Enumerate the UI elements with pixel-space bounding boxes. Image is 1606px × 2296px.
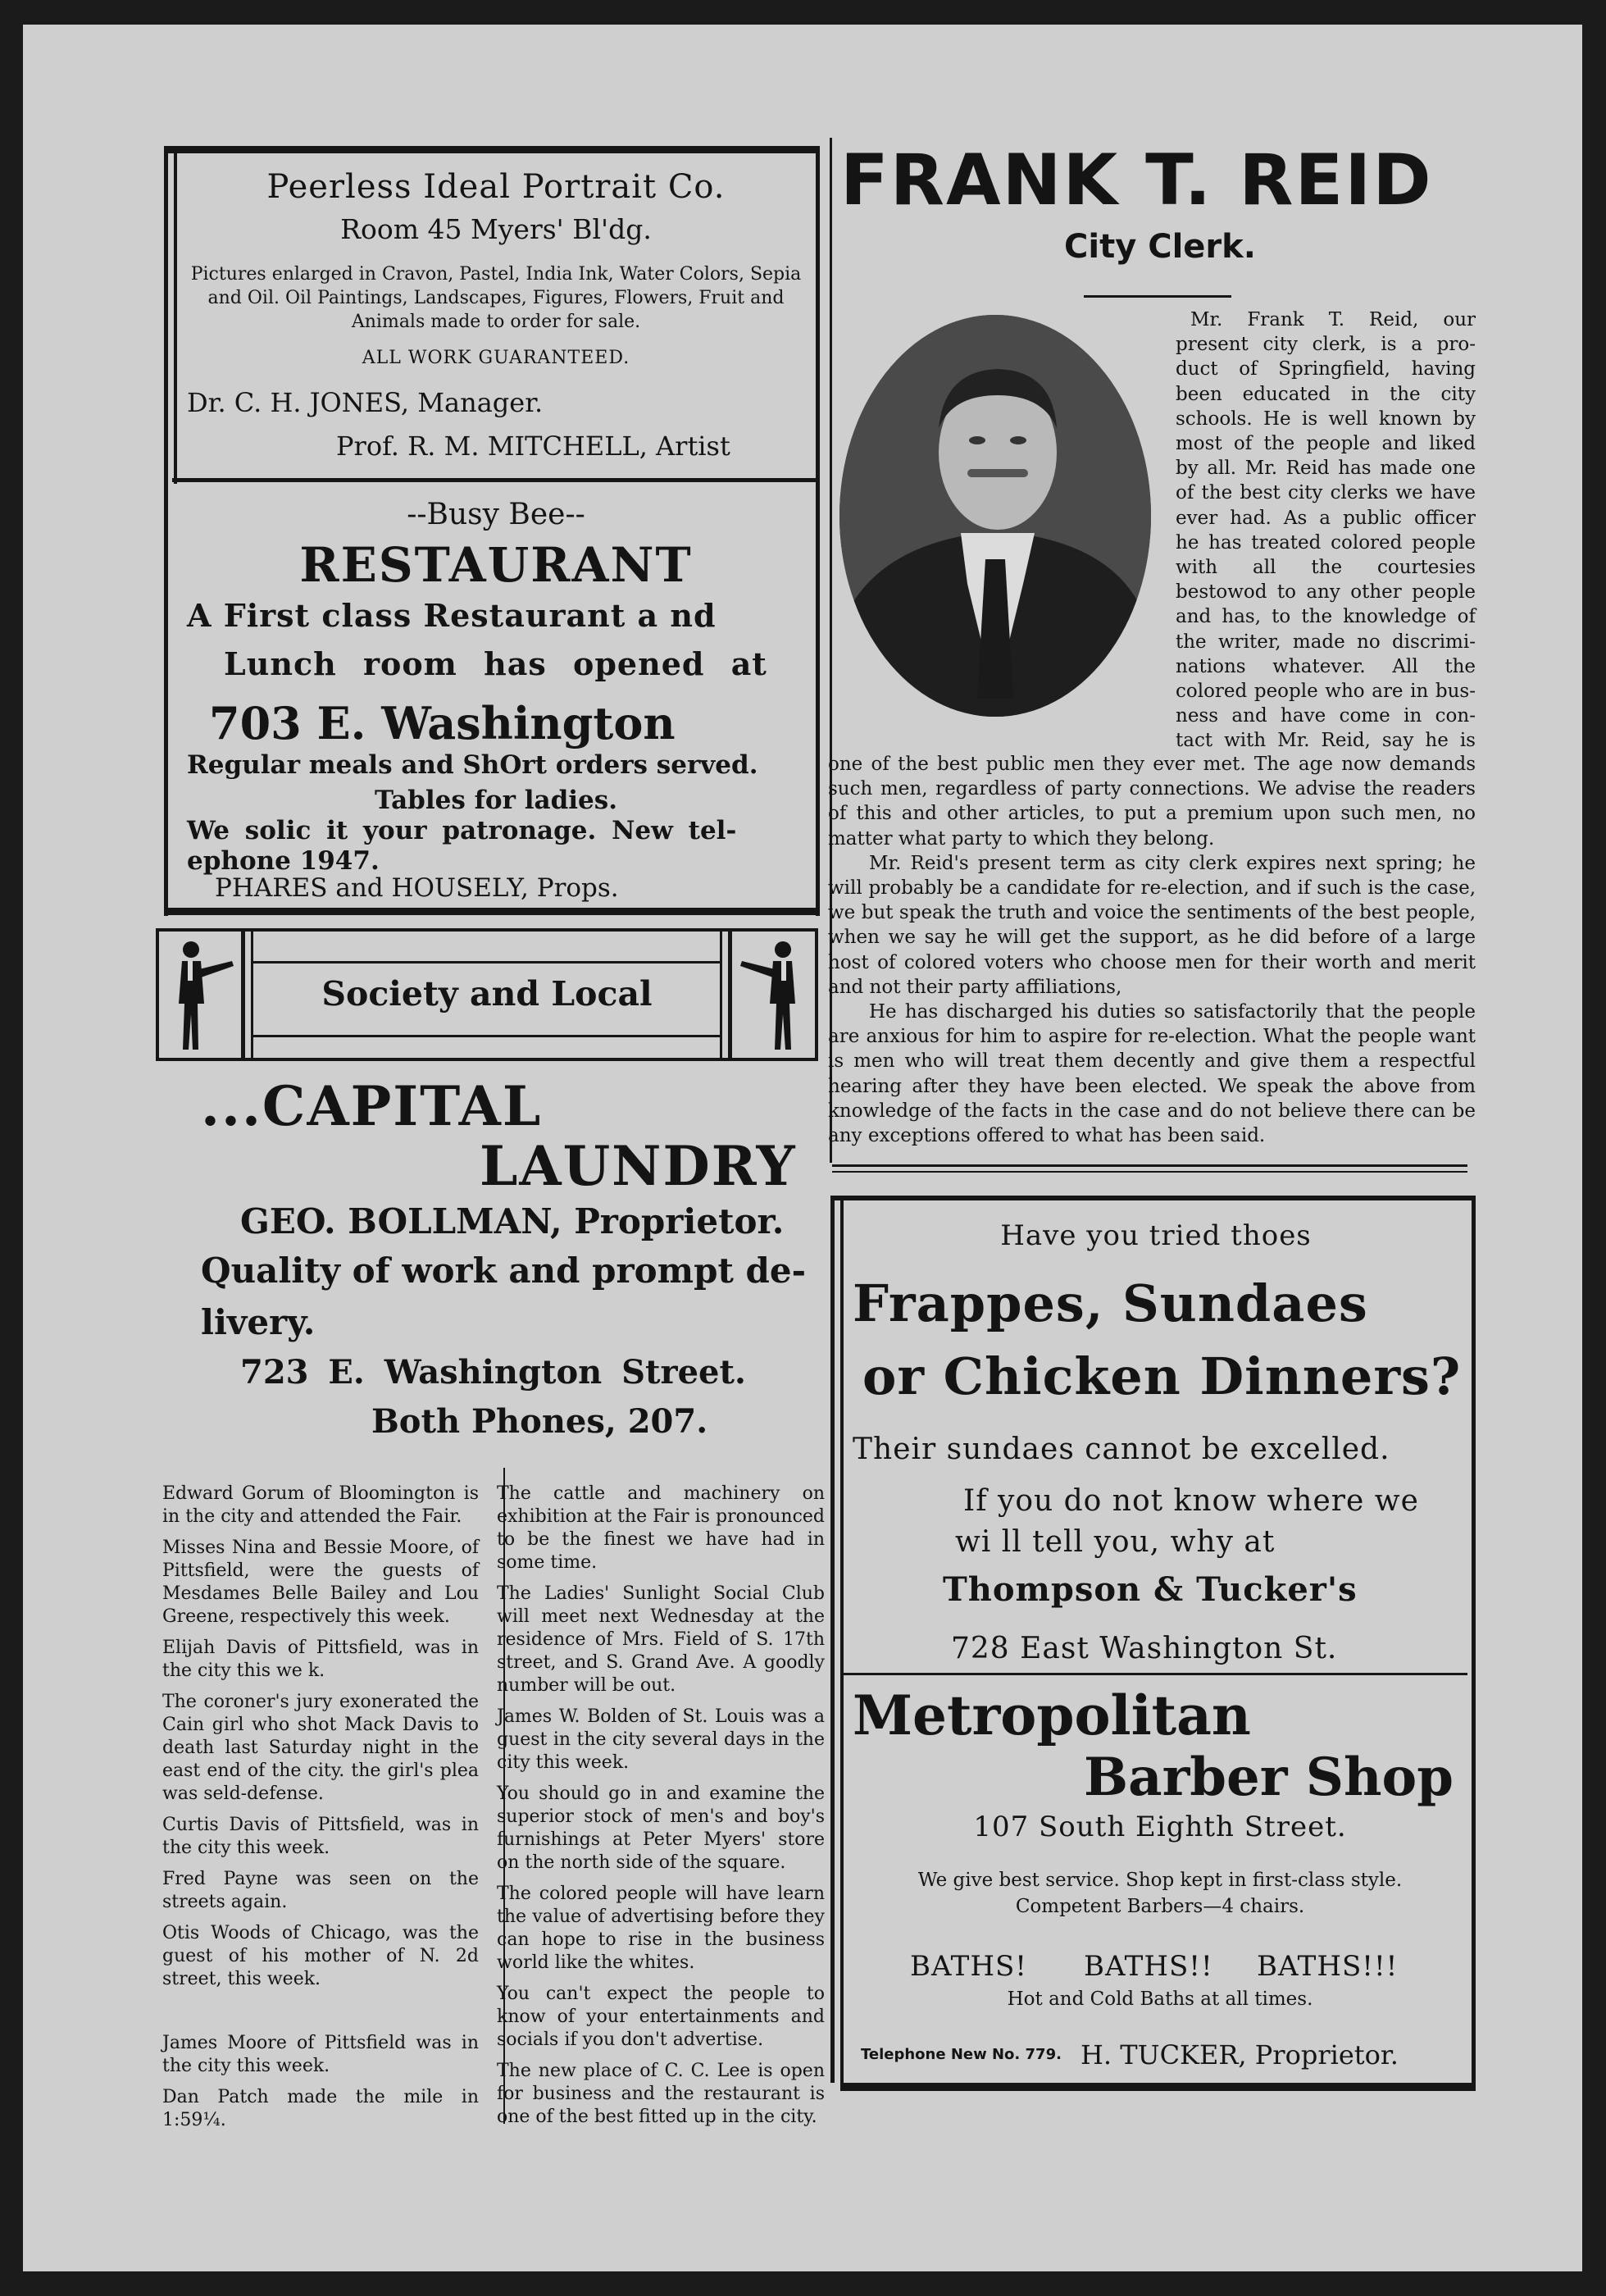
laundry-phones: Both Phones, 207. [371, 1402, 708, 1441]
busybee-title: RESTAURANT [299, 537, 693, 593]
busybee-line3: Regular meals and ShOrt orders served. [187, 750, 758, 780]
reid-side-text: Mr. Frank T. Reid, our present city clerk, is a pro- duct of Springfield, having been educated in the city schools. He is well known by most of the people and liked by all. Mr. Reid has made one of the best city clerks we have ever had. As a public officer he has treated colored people with all the courtesies bestowod to any other people and has, to the knowledge of the writer, made no discrimi- nations whatever. All the colored people who are in bus- ness and have come in con- tact with Mr. Reid, say he is [1176, 309, 1476, 752]
frappes-address: 728 East Washington St. [951, 1632, 1338, 1665]
local-item: Edward Gorum of Bloomington is in the city and attended the Fair. [162, 1483, 479, 1527]
frappes-line6: wi ll tell you, why at [955, 1525, 1276, 1559]
barber-baths-2: BATHS!! [1084, 1950, 1213, 1983]
frappes-line4: Their sundaes cannot be excelled. [853, 1433, 1390, 1466]
busybee-tag: --Busy Bee-- [407, 498, 585, 531]
local-item: Misses Nina and Bessie Moore, of Pittsfield, were the guests of Mesdames Belle Bailey and Lou Greene, respectively this week. [162, 1538, 479, 1627]
frappes-line1: Have you tried thoes [1000, 1219, 1312, 1252]
barber-line1: Metropolitan [853, 1683, 1251, 1747]
local-item: The Ladies' Sunlight Social Club will meet next Wednesday at the residence of Mrs. Field of S. 17th street, and S. Grand Ave. A goodly number will be out. [497, 1583, 825, 1696]
busybee-line2: Lunch room has opened at [224, 645, 767, 682]
laundry-name: LAUNDRY [480, 1134, 797, 1198]
barber-baths-3: BATHS!!! [1257, 1950, 1399, 1983]
box-divider-rule [172, 478, 817, 482]
laundry-quality-1: Quality of work and prompt de- [201, 1250, 806, 1291]
box-top-rule [164, 146, 820, 153]
local-item: The coroner's jury exonerated the Cain girl who shot Mack Davis to death last Saturday night in the east end of the city. the girl's plea was seld-defense. [162, 1692, 479, 1804]
reid-article-body: one of the best public men they ever met. The age now demands such men, regardless of party connections. We advise the readers of this and other articles, to put a premium upon such men, no matter what party to which they belong. Mr. Reid's present term as city clerk expires next spring; he will probably be a candidate for re-election, and if such is the case, we but speak the truth and voice the sentiments of the best people, when we say he will get the support, as he did before of a large host of colored voters who choose men for their worth and merit and not their party affiliations, He has discharged his duties so satisfactorily that the people are anxious for him to aspire for re-election. What the people want is men who will treat them decently and give them a respectful hearing after they have been elected. We speak the above from knowledge of the facts in the case and do not believe there can be any exceptions offered to what has been said. [828, 754, 1476, 1147]
barber-proprietor: H. TUCKER, Proprietor. [1081, 2039, 1399, 2070]
busybee-line6: ephone 1947. [187, 846, 380, 876]
society-title: Society and Local [321, 974, 653, 1014]
local-item: The cattle and machinery on exhibition at the Fair is pronounced to be the finest we have had in some time. [497, 1483, 825, 1573]
laundry-address: 723 E. Washington Street. [240, 1353, 746, 1392]
local-items-right [497, 1483, 825, 2137]
local-item: Elijah Davis of Pittsfield, was in the city this we k. [162, 1638, 479, 1681]
frappes-line3: or Chicken Dinners? [862, 1346, 1462, 1406]
busybee-line5: We solic it your patronage. New tel- [187, 816, 737, 845]
busybee-line4: Tables for ladies. [374, 786, 618, 815]
reid-subhead: City Clerk. [1064, 228, 1256, 266]
busybee-line1: A First class Restaurant a nd [187, 597, 717, 634]
barber-address: 107 South Eighth Street. [973, 1811, 1347, 1843]
reid-headline: FRANK T. REID [840, 139, 1433, 221]
frappes-line2: Frappes, Sundaes [853, 1273, 1368, 1333]
busybee-props: PHARES and HOUSELY, Props. [215, 873, 619, 903]
local-item: The colored people will have learn the value of advertising before they can hope to rise in the business world like the whites. [497, 1884, 825, 1973]
peerless-room: Room 45 Myers' Bl'dg. [340, 213, 652, 245]
local-item: James Moore of Pittsfield was in the city this week. [162, 2033, 479, 2076]
box-bottom-rule [164, 908, 820, 915]
gentleman-right-icon [736, 936, 806, 1055]
peerless-artist: Prof. R. M. MITCHELL, Artist [336, 430, 730, 462]
frappes-name: Thompson & Tucker's [943, 1570, 1358, 1609]
barber-barbers: Competent Barbers—4 chairs. [1015, 1896, 1305, 1917]
barber-line2: Barber Shop [1084, 1747, 1454, 1808]
local-item: Curtis Davis of Pittsfield, was in the city this week. [162, 1815, 479, 1858]
laundry-proprietor: GEO. BOLLMAN, Proprietor. [240, 1201, 785, 1241]
local-item: Fred Payne was seen on the streets again. [162, 1869, 479, 1912]
barber-phone: Telephone New No. 779. [861, 2046, 1062, 2063]
barber-service: We give best service. Shop kept in first-class style. [917, 1870, 1403, 1891]
local-item: James W. Bolden of St. Louis was a guest in the city several days in the city this week. [497, 1706, 825, 1773]
box-inner-rule [174, 152, 177, 484]
peerless-manager: Dr. C. H. JONES, Manager. [187, 387, 544, 418]
gentleman-left-icon [168, 936, 238, 1055]
busybee-address: 703 E. Washington [209, 697, 676, 749]
local-item: Dan Patch made the mile in 1:59¼. [162, 2087, 479, 2130]
local-item: You should go in and examine the superior stock of men's and boy's furnishings at Peter Myers' store on the north side of the square. [497, 1784, 825, 1873]
peerless-description: Pictures enlarged in Cravon, Pastel, India Ink, Water Colors, Sepia and Oil. Oil Paintings, Landscapes, Figures, Flowers, Fruit and Animals made to order for sale. [190, 264, 802, 332]
peerless-guarantee: ALL WORK GUARANTEED. [362, 348, 630, 368]
reid-portrait [838, 313, 1153, 719]
local-items-left [162, 1483, 479, 2140]
frappes-line5: If you do not know where we [963, 1484, 1419, 1518]
laundry-capital: ...CAPITAL [201, 1074, 543, 1138]
barber-hot-cold: Hot and Cold Baths at all times. [1007, 1988, 1313, 2010]
local-item: You can't expect the people to know of your entertainments and socials if you don't advertise. [497, 1984, 825, 2050]
local-item: The new place of C. C. Lee is open for business and the restaurant is one of the best fitted up in the city. [497, 2061, 825, 2127]
laundry-quality-2: livery. [201, 1302, 316, 1342]
barber-baths-1: BATHS! [910, 1950, 1027, 1983]
local-item: Otis Woods of Chicago, was the guest of his mother of N. 2d street, this week. [162, 1923, 479, 1989]
peerless-name: Peerless Ideal Portrait Co. [266, 168, 726, 206]
